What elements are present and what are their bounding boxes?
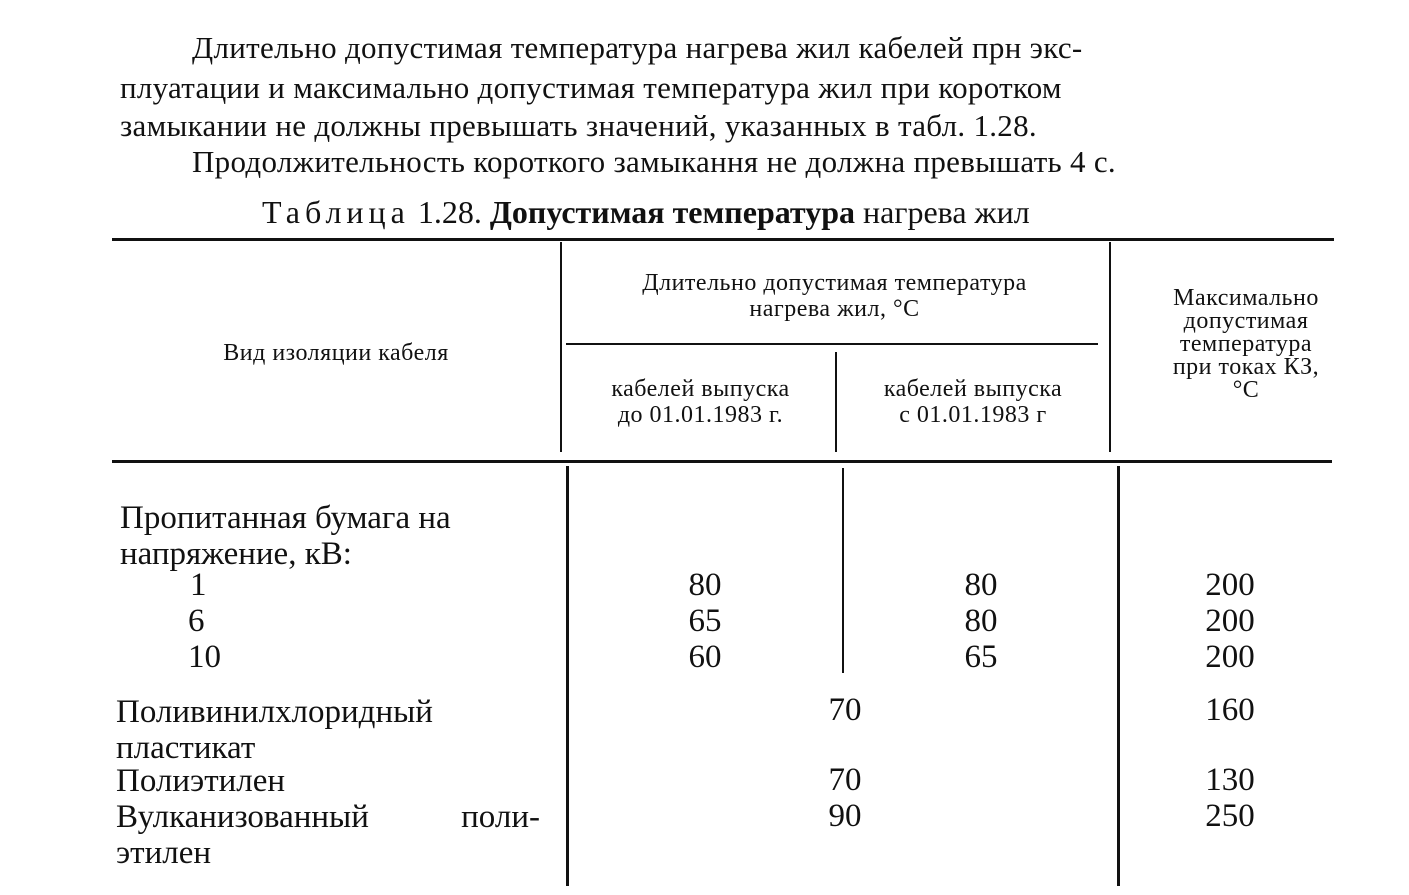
- cell-pvc-long: 70: [828, 692, 862, 728]
- row-voltage-6: 6: [188, 603, 205, 639]
- header-max-line3: температура: [1179, 331, 1313, 357]
- header-long-term-line2: нагрева жил, °С: [749, 296, 920, 322]
- cell-v10-max: 200: [1205, 639, 1255, 675]
- cell-pe-max: 130: [1205, 762, 1255, 798]
- cell-v10-before: 60: [688, 639, 722, 675]
- header-max-line5: °С: [1232, 377, 1260, 403]
- table-header-rule: [112, 460, 1332, 463]
- body-divider-2: [842, 468, 844, 673]
- cell-xlpe-long: 90: [828, 798, 862, 834]
- cell-v6-before: 65: [688, 603, 722, 639]
- header-after-line1: кабелей выпуска: [883, 376, 1063, 402]
- header-max-line1: Максимально: [1173, 285, 1319, 311]
- cell-v1-after: 80: [964, 567, 998, 603]
- intro-line-4: Продолжительность короткого замыкання не должна превышать 4 с.: [192, 144, 1116, 179]
- row-paper-label-1: Пропитанная бумага на: [120, 500, 451, 536]
- intro-line-3: замыкании не должны превышать значений, указанных в табл. 1.28.: [120, 108, 1037, 143]
- cell-v6-after: 80: [964, 603, 998, 639]
- table-top-rule: [112, 238, 1334, 241]
- row-pe-label: Полиэтилен: [116, 763, 286, 799]
- header-after-line2: с 01.01.1983 г: [899, 402, 1047, 428]
- row-pvc-label-2: пластикат: [116, 730, 256, 766]
- cell-v1-max: 200: [1205, 567, 1255, 603]
- header-before-line1: кабелей выпуска: [611, 376, 790, 402]
- subheader-rule: [566, 343, 1098, 345]
- table-caption: [262, 194, 1030, 231]
- header-before-line2: до 01.01.1983 г.: [617, 402, 784, 428]
- header-max-line4: при токах КЗ,: [1172, 354, 1320, 380]
- header-before-1983: [566, 376, 835, 428]
- cell-pe-long: 70: [828, 762, 862, 798]
- caption-title: Допустимая температура: [489, 194, 855, 230]
- cell-v10-after: 65: [964, 639, 998, 675]
- row-voltage-1: 1: [190, 567, 207, 603]
- cell-v6-max: 200: [1205, 603, 1255, 639]
- header-after-1983: [837, 376, 1109, 428]
- cell-v1-before: 80: [688, 567, 722, 603]
- caption-number: 1.28.: [417, 194, 482, 230]
- header-max-line2: допустимая: [1183, 308, 1309, 334]
- row-xlpe-label-1: Вулканизованный поли-: [116, 799, 540, 835]
- header-long-term: [562, 270, 1107, 322]
- row-pvc-label-1: Поливинилхлоридный: [116, 694, 433, 730]
- intro-line-1: Длительно допустимая температура нагрева жил кабелей прн экс-: [192, 30, 1083, 65]
- intro-line-2: плуатации и максимально допустимая температура жил при коротком: [120, 70, 1062, 105]
- body-divider-1: [566, 466, 569, 886]
- header-long-term-line1: Длительно допустимая температура: [642, 270, 1027, 296]
- row-voltage-10: 10: [188, 639, 221, 675]
- header-max-sc: [1111, 287, 1381, 402]
- row-paper-label-2: напряжение, кВ:: [120, 536, 352, 572]
- caption-label: Таблица: [262, 194, 410, 230]
- cell-pvc-max: 160: [1205, 692, 1255, 728]
- body-divider-3: [1117, 466, 1120, 886]
- caption-title-rest: нагрева жил: [863, 194, 1030, 230]
- header-insulation: Вид изоляции кабеля: [223, 340, 449, 366]
- cell-xlpe-max: 250: [1205, 798, 1255, 834]
- row-xlpe-label-2: этилен: [116, 835, 212, 871]
